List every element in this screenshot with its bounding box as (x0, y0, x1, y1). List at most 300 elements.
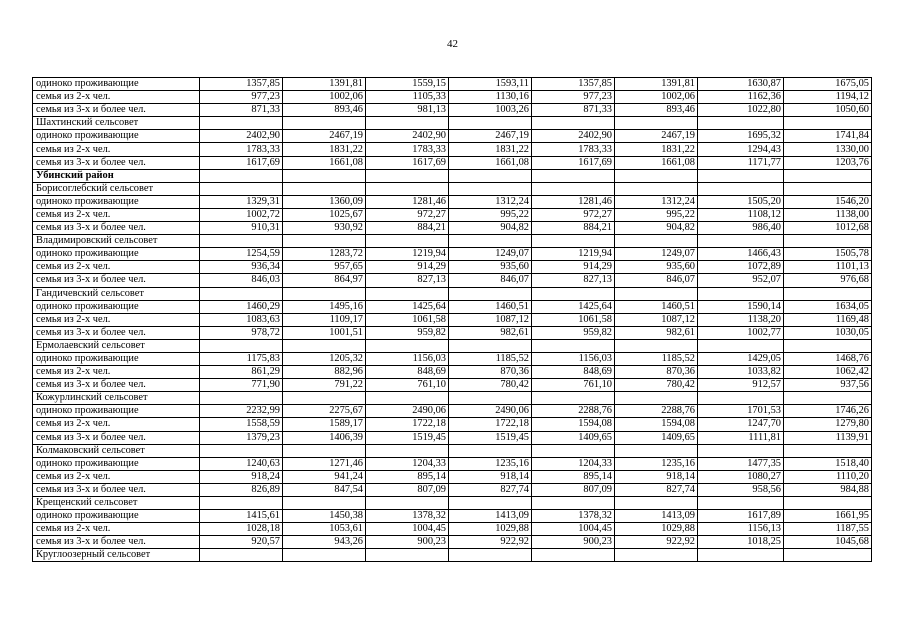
table-row (33, 418, 872, 431)
section-name: Борисоглебский сельсовет (33, 182, 200, 195)
row-label: семья из 3-х и более чел. (33, 483, 200, 496)
table-row (33, 326, 872, 339)
table-row (33, 313, 872, 326)
value-cell: 1271,46 (283, 457, 366, 470)
value-cell: 1391,81 (283, 78, 366, 91)
value-cell (449, 339, 532, 352)
row-label: семья из 3-х и более чел. (33, 536, 200, 549)
value-cell: 1028,18 (200, 523, 283, 536)
table-row (33, 457, 872, 470)
value-cell: 771,90 (200, 379, 283, 392)
value-cell (366, 235, 449, 248)
value-cell: 936,34 (200, 261, 283, 274)
value-cell: 1283,72 (283, 248, 366, 261)
value-cell (200, 339, 283, 352)
table-row (33, 431, 872, 444)
value-cell (532, 549, 615, 562)
value-cell (449, 287, 532, 300)
value-cell: 1130,16 (449, 91, 532, 104)
value-cell (784, 117, 872, 130)
value-cell: 1357,85 (200, 78, 283, 91)
value-cell: 1450,38 (283, 510, 366, 523)
value-cell: 871,33 (200, 104, 283, 117)
value-cell: 986,40 (698, 222, 784, 235)
value-cell: 1111,81 (698, 431, 784, 444)
value-cell (366, 169, 449, 182)
value-cell: 1004,45 (366, 523, 449, 536)
value-cell (283, 549, 366, 562)
value-cell (784, 497, 872, 510)
table-row (33, 104, 872, 117)
value-cell: 976,68 (784, 274, 872, 287)
section-name: Крещенский сельсовет (33, 497, 200, 510)
value-cell: 895,14 (532, 470, 615, 483)
section-name: Ермолаевский сельсовет (33, 339, 200, 352)
value-cell: 1204,33 (532, 457, 615, 470)
value-cell: 1415,61 (200, 510, 283, 523)
table-row (33, 274, 872, 287)
table-row (33, 483, 872, 496)
value-cell (698, 235, 784, 248)
row-label: семья из 2-х чел. (33, 313, 200, 326)
value-cell (283, 339, 366, 352)
value-cell: 761,10 (532, 379, 615, 392)
value-cell (283, 182, 366, 195)
row-label: семья из 2-х чел. (33, 523, 200, 536)
value-cell: 977,23 (200, 91, 283, 104)
value-cell: 1205,32 (283, 352, 366, 365)
value-cell: 827,13 (366, 274, 449, 287)
value-cell: 1466,43 (698, 248, 784, 261)
value-cell: 1741,84 (784, 130, 872, 143)
value-cell: 1002,06 (283, 91, 366, 104)
value-cell: 1156,03 (366, 352, 449, 365)
row-label: одиноко проживающие (33, 300, 200, 313)
value-cell: 1033,82 (698, 366, 784, 379)
value-cell: 1087,12 (615, 313, 698, 326)
value-cell: 981,13 (366, 104, 449, 117)
value-cell (698, 287, 784, 300)
value-cell: 2490,06 (366, 405, 449, 418)
value-cell: 1634,05 (784, 300, 872, 313)
value-cell: 1413,09 (449, 510, 532, 523)
value-cell: 1004,45 (532, 523, 615, 536)
value-cell: 1783,33 (366, 143, 449, 156)
value-cell: 1156,13 (698, 523, 784, 536)
section-name: Кожурлинский сельсовет (33, 392, 200, 405)
row-label: одиноко проживающие (33, 195, 200, 208)
value-cell: 1003,26 (449, 104, 532, 117)
value-cell: 1194,12 (784, 91, 872, 104)
value-cell: 2402,90 (366, 130, 449, 143)
value-cell: 1235,16 (449, 457, 532, 470)
value-cell: 900,23 (532, 536, 615, 549)
row-label: семья из 2-х чел. (33, 261, 200, 274)
value-cell: 1025,67 (283, 208, 366, 221)
value-cell: 2288,76 (532, 405, 615, 418)
row-label: одиноко проживающие (33, 130, 200, 143)
value-cell (283, 117, 366, 130)
value-cell (449, 169, 532, 182)
value-cell: 1460,51 (615, 300, 698, 313)
value-cell: 1108,12 (698, 208, 784, 221)
value-cell: 1294,43 (698, 143, 784, 156)
value-cell: 827,74 (449, 483, 532, 496)
value-cell: 959,82 (366, 326, 449, 339)
value-cell: 884,21 (532, 222, 615, 235)
value-cell (283, 235, 366, 248)
value-cell (366, 444, 449, 457)
value-cell: 1312,24 (615, 195, 698, 208)
value-cell (615, 117, 698, 130)
value-cell: 846,03 (200, 274, 283, 287)
value-cell: 984,88 (784, 483, 872, 496)
value-cell: 958,56 (698, 483, 784, 496)
value-cell: 1722,18 (366, 418, 449, 431)
value-cell: 827,13 (532, 274, 615, 287)
value-cell: 914,29 (532, 261, 615, 274)
value-cell: 1357,85 (532, 78, 615, 91)
value-cell: 1701,53 (698, 405, 784, 418)
table-row (33, 156, 872, 169)
value-cell: 2288,76 (615, 405, 698, 418)
value-cell: 1279,80 (784, 418, 872, 431)
value-cell: 847,54 (283, 483, 366, 496)
value-cell: 1360,09 (283, 195, 366, 208)
row-label: одиноко проживающие (33, 78, 200, 91)
value-cell: 1518,40 (784, 457, 872, 470)
value-cell: 1030,05 (784, 326, 872, 339)
value-cell: 1594,08 (615, 418, 698, 431)
value-cell: 1425,64 (366, 300, 449, 313)
table-row (33, 91, 872, 104)
value-cell: 914,29 (366, 261, 449, 274)
value-cell (200, 235, 283, 248)
value-cell: 1675,05 (784, 78, 872, 91)
value-cell: 2232,99 (200, 405, 283, 418)
value-cell: 959,82 (532, 326, 615, 339)
value-cell (283, 444, 366, 457)
value-cell (615, 497, 698, 510)
section-row (33, 235, 872, 248)
table-row (33, 78, 872, 91)
value-cell (283, 392, 366, 405)
value-cell: 1002,77 (698, 326, 784, 339)
value-cell: 1409,65 (532, 431, 615, 444)
page-number: 42 (447, 38, 458, 50)
value-cell: 2490,06 (449, 405, 532, 418)
value-cell: 1045,68 (784, 536, 872, 549)
value-cell: 848,69 (532, 366, 615, 379)
value-cell (366, 287, 449, 300)
value-cell: 1156,03 (532, 352, 615, 365)
value-cell (784, 392, 872, 405)
value-cell: 1546,20 (784, 195, 872, 208)
value-cell: 807,09 (532, 483, 615, 496)
value-cell: 1505,78 (784, 248, 872, 261)
value-cell (449, 444, 532, 457)
row-label: семья из 3-х и более чел. (33, 431, 200, 444)
value-cell: 1002,06 (615, 91, 698, 104)
value-cell: 995,22 (615, 208, 698, 221)
value-cell: 761,10 (366, 379, 449, 392)
value-cell (615, 287, 698, 300)
value-cell: 882,96 (283, 366, 366, 379)
value-cell: 900,23 (366, 536, 449, 549)
tariff-table (32, 77, 872, 562)
value-cell (200, 117, 283, 130)
value-cell: 1022,80 (698, 104, 784, 117)
value-cell: 1378,32 (366, 510, 449, 523)
value-cell: 1219,94 (532, 248, 615, 261)
value-cell: 918,14 (449, 470, 532, 483)
value-cell: 1425,64 (532, 300, 615, 313)
value-cell: 1661,08 (615, 156, 698, 169)
value-cell (532, 392, 615, 405)
value-cell (615, 444, 698, 457)
value-cell: 982,61 (615, 326, 698, 339)
value-cell: 1722,18 (449, 418, 532, 431)
value-cell: 1050,60 (784, 104, 872, 117)
section-name: Гандичевский сельсовет (33, 287, 200, 300)
value-cell (698, 169, 784, 182)
value-cell (449, 117, 532, 130)
value-cell: 1072,89 (698, 261, 784, 274)
value-cell: 1029,88 (449, 523, 532, 536)
value-cell (366, 392, 449, 405)
row-label: семья из 3-х и более чел. (33, 274, 200, 287)
value-cell: 1249,07 (615, 248, 698, 261)
value-cell (200, 497, 283, 510)
row-label: одиноко проживающие (33, 510, 200, 523)
value-cell: 2467,19 (615, 130, 698, 143)
value-cell: 1468,76 (784, 352, 872, 365)
value-cell: 1053,61 (283, 523, 366, 536)
value-cell: 1519,45 (449, 431, 532, 444)
value-cell: 977,23 (532, 91, 615, 104)
value-cell: 846,07 (449, 274, 532, 287)
value-cell (615, 392, 698, 405)
value-cell: 870,36 (449, 366, 532, 379)
value-cell: 1162,36 (698, 91, 784, 104)
value-cell: 1695,32 (698, 130, 784, 143)
section-name: Шахтинский сельсовет (33, 117, 200, 130)
value-cell: 1204,33 (366, 457, 449, 470)
value-cell: 848,69 (366, 366, 449, 379)
value-cell: 1409,65 (615, 431, 698, 444)
value-cell: 1254,59 (200, 248, 283, 261)
value-cell: 1139,91 (784, 431, 872, 444)
value-cell: 1831,22 (615, 143, 698, 156)
value-cell: 1783,33 (200, 143, 283, 156)
section-row (33, 339, 872, 352)
value-cell (283, 287, 366, 300)
table-row (33, 366, 872, 379)
value-cell: 1330,00 (784, 143, 872, 156)
value-cell (449, 497, 532, 510)
value-cell: 930,92 (283, 222, 366, 235)
value-cell: 912,57 (698, 379, 784, 392)
table-body (33, 78, 872, 562)
value-cell: 1001,51 (283, 326, 366, 339)
value-cell: 1185,52 (615, 352, 698, 365)
value-cell (532, 235, 615, 248)
value-cell: 972,27 (532, 208, 615, 221)
value-cell: 1018,25 (698, 536, 784, 549)
value-cell: 1617,69 (200, 156, 283, 169)
value-cell (784, 549, 872, 562)
value-cell: 1594,08 (532, 418, 615, 431)
table-row (33, 195, 872, 208)
value-cell: 846,07 (615, 274, 698, 287)
value-cell: 904,82 (615, 222, 698, 235)
value-cell (698, 339, 784, 352)
value-cell (615, 169, 698, 182)
value-cell (283, 497, 366, 510)
section-row (33, 182, 872, 195)
value-cell (615, 549, 698, 562)
value-cell: 893,46 (283, 104, 366, 117)
value-cell: 937,56 (784, 379, 872, 392)
value-cell (200, 287, 283, 300)
value-cell: 935,60 (615, 261, 698, 274)
value-cell: 1630,87 (698, 78, 784, 91)
table-row (33, 248, 872, 261)
value-cell (784, 235, 872, 248)
value-cell: 780,42 (449, 379, 532, 392)
table-row (33, 222, 872, 235)
value-cell: 1617,69 (532, 156, 615, 169)
value-cell: 2467,19 (283, 130, 366, 143)
value-cell (698, 117, 784, 130)
value-cell (200, 169, 283, 182)
row-label: одиноко проживающие (33, 457, 200, 470)
section-row (33, 444, 872, 457)
row-label: семья из 3-х и более чел. (33, 379, 200, 392)
value-cell (784, 169, 872, 182)
value-cell (449, 549, 532, 562)
value-cell (200, 444, 283, 457)
value-cell: 972,27 (366, 208, 449, 221)
row-label: семья из 2-х чел. (33, 143, 200, 156)
table-row (33, 143, 872, 156)
value-cell: 904,82 (449, 222, 532, 235)
value-cell: 957,65 (283, 261, 366, 274)
value-cell (532, 287, 615, 300)
value-cell: 893,46 (615, 104, 698, 117)
value-cell: 1831,22 (449, 143, 532, 156)
row-label: одиноко проживающие (33, 248, 200, 261)
value-cell: 826,89 (200, 483, 283, 496)
table-row (33, 130, 872, 143)
value-cell: 1101,13 (784, 261, 872, 274)
table-row (33, 300, 872, 313)
value-cell: 918,14 (615, 470, 698, 483)
value-cell (200, 392, 283, 405)
value-cell: 861,29 (200, 366, 283, 379)
table-row (33, 379, 872, 392)
value-cell: 791,22 (283, 379, 366, 392)
district-row (33, 169, 872, 182)
value-cell: 780,42 (615, 379, 698, 392)
value-cell (532, 444, 615, 457)
value-cell: 1617,69 (366, 156, 449, 169)
value-cell: 1169,48 (784, 313, 872, 326)
value-cell: 1138,20 (698, 313, 784, 326)
value-cell (784, 287, 872, 300)
value-cell: 2275,67 (283, 405, 366, 418)
table-row (33, 510, 872, 523)
table-row (33, 470, 872, 483)
section-row (33, 392, 872, 405)
value-cell: 1477,35 (698, 457, 784, 470)
value-cell: 1558,59 (200, 418, 283, 431)
row-label: семья из 2-х чел. (33, 418, 200, 431)
value-cell: 1109,17 (283, 313, 366, 326)
value-cell (449, 182, 532, 195)
value-cell (784, 444, 872, 457)
value-cell: 1080,27 (698, 470, 784, 483)
value-cell: 978,72 (200, 326, 283, 339)
value-cell: 1429,05 (698, 352, 784, 365)
value-cell: 1002,72 (200, 208, 283, 221)
value-cell (200, 549, 283, 562)
value-cell: 871,33 (532, 104, 615, 117)
value-cell: 1138,00 (784, 208, 872, 221)
section-name: Колмаковский сельсовет (33, 444, 200, 457)
value-cell (366, 117, 449, 130)
value-cell: 982,61 (449, 326, 532, 339)
value-cell: 884,21 (366, 222, 449, 235)
section-row (33, 549, 872, 562)
value-cell (366, 339, 449, 352)
value-cell (366, 182, 449, 195)
value-cell: 827,74 (615, 483, 698, 496)
table-row (33, 261, 872, 274)
value-cell: 1559,15 (366, 78, 449, 91)
value-cell (615, 235, 698, 248)
value-cell: 922,92 (449, 536, 532, 549)
value-cell (698, 549, 784, 562)
value-cell: 2402,90 (532, 130, 615, 143)
value-cell: 1175,83 (200, 352, 283, 365)
value-cell: 895,14 (366, 470, 449, 483)
value-cell (366, 549, 449, 562)
value-cell: 995,22 (449, 208, 532, 221)
value-cell: 952,07 (698, 274, 784, 287)
value-cell: 1661,95 (784, 510, 872, 523)
value-cell: 1087,12 (449, 313, 532, 326)
value-cell: 1171,77 (698, 156, 784, 169)
value-cell (698, 497, 784, 510)
value-cell: 943,26 (283, 536, 366, 549)
value-cell: 918,24 (200, 470, 283, 483)
value-cell: 910,31 (200, 222, 283, 235)
section-row (33, 287, 872, 300)
value-cell (532, 339, 615, 352)
value-cell: 1281,46 (532, 195, 615, 208)
value-cell: 1187,55 (784, 523, 872, 536)
row-label: семья из 3-х и более чел. (33, 156, 200, 169)
value-cell: 1029,88 (615, 523, 698, 536)
row-label: одиноко проживающие (33, 352, 200, 365)
value-cell (698, 182, 784, 195)
value-cell: 1831,22 (283, 143, 366, 156)
section-row (33, 117, 872, 130)
value-cell: 1617,89 (698, 510, 784, 523)
row-label: семья из 2-х чел. (33, 208, 200, 221)
value-cell: 1219,94 (366, 248, 449, 261)
